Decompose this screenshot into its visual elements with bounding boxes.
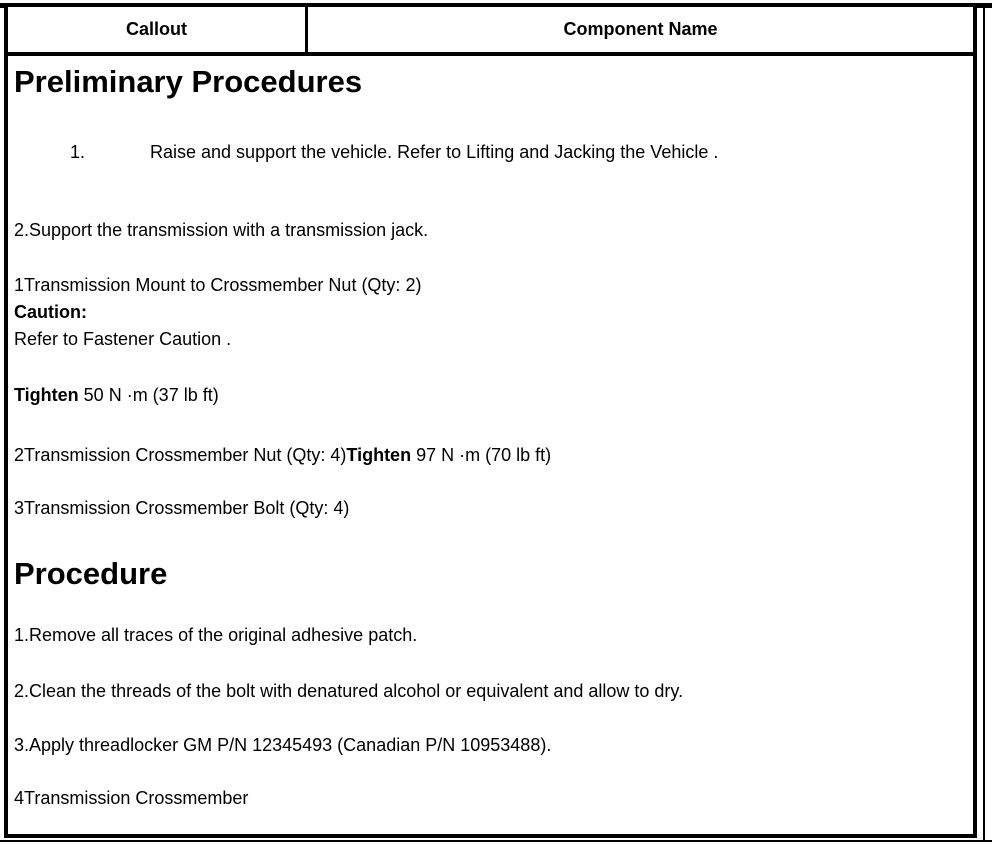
component-table (4, 3, 977, 838)
procedure-step-1: 1.Remove all traces of the original adhesive patch. (14, 625, 418, 645)
table-body-cell (8, 64, 973, 808)
tighten-spec-1 (14, 385, 967, 405)
callout-1-text: 1Transmission Mount to Crossmember Nut (Qty: 2) (14, 275, 422, 295)
preliminary-step-1 (14, 142, 967, 162)
callout-1-block (14, 272, 967, 353)
tighten-2-label: Tighten (346, 445, 412, 465)
callout-column-header (8, 7, 308, 52)
caution-label: Caution: (14, 302, 87, 322)
page-bottom-rule (0, 840, 992, 842)
tighten-1-label: Tighten (14, 385, 79, 405)
callout-column-label: Callout (126, 19, 187, 39)
tighten-1-value: 50 N ·m (37 lb ft) (78, 385, 219, 405)
table-header-row (8, 7, 973, 56)
page-right-rule (983, 3, 985, 842)
callout-3-line: 3Transmission Crossmember Bolt (Qty: 4) (14, 498, 350, 518)
callout-4-line: 4Transmission Crossmember (14, 788, 249, 808)
procedure-step-2: 2.Clean the threads of the bolt with denatured alcohol or equivalent and allow to dry. (14, 681, 684, 701)
component-name-column-header (308, 7, 973, 52)
preliminary-procedures-heading: Preliminary Procedures (14, 64, 363, 99)
tighten-2-value: 97 N ·m (70 lb ft) (411, 445, 552, 465)
preliminary-step-1-number: 1. (70, 142, 86, 162)
callout-2-line (14, 445, 967, 465)
preliminary-step-1-text: Raise and support the vehicle. Refer to Lifting and Jacking the Vehicle . (150, 142, 719, 162)
procedure-heading: Procedure (14, 556, 168, 591)
callout-2-text: 2Transmission Crossmember Nut (Qty: 4) (14, 445, 347, 465)
caution-reference-text: Refer to Fastener Caution . (14, 329, 232, 349)
preliminary-step-2: 2.Support the transmission with a transmission jack. (14, 220, 429, 240)
procedure-step-3: 3.Apply threadlocker GM P/N 12345493 (Canadian P/N 10953488). (14, 735, 552, 755)
component-name-column-label: Component Name (563, 19, 718, 39)
